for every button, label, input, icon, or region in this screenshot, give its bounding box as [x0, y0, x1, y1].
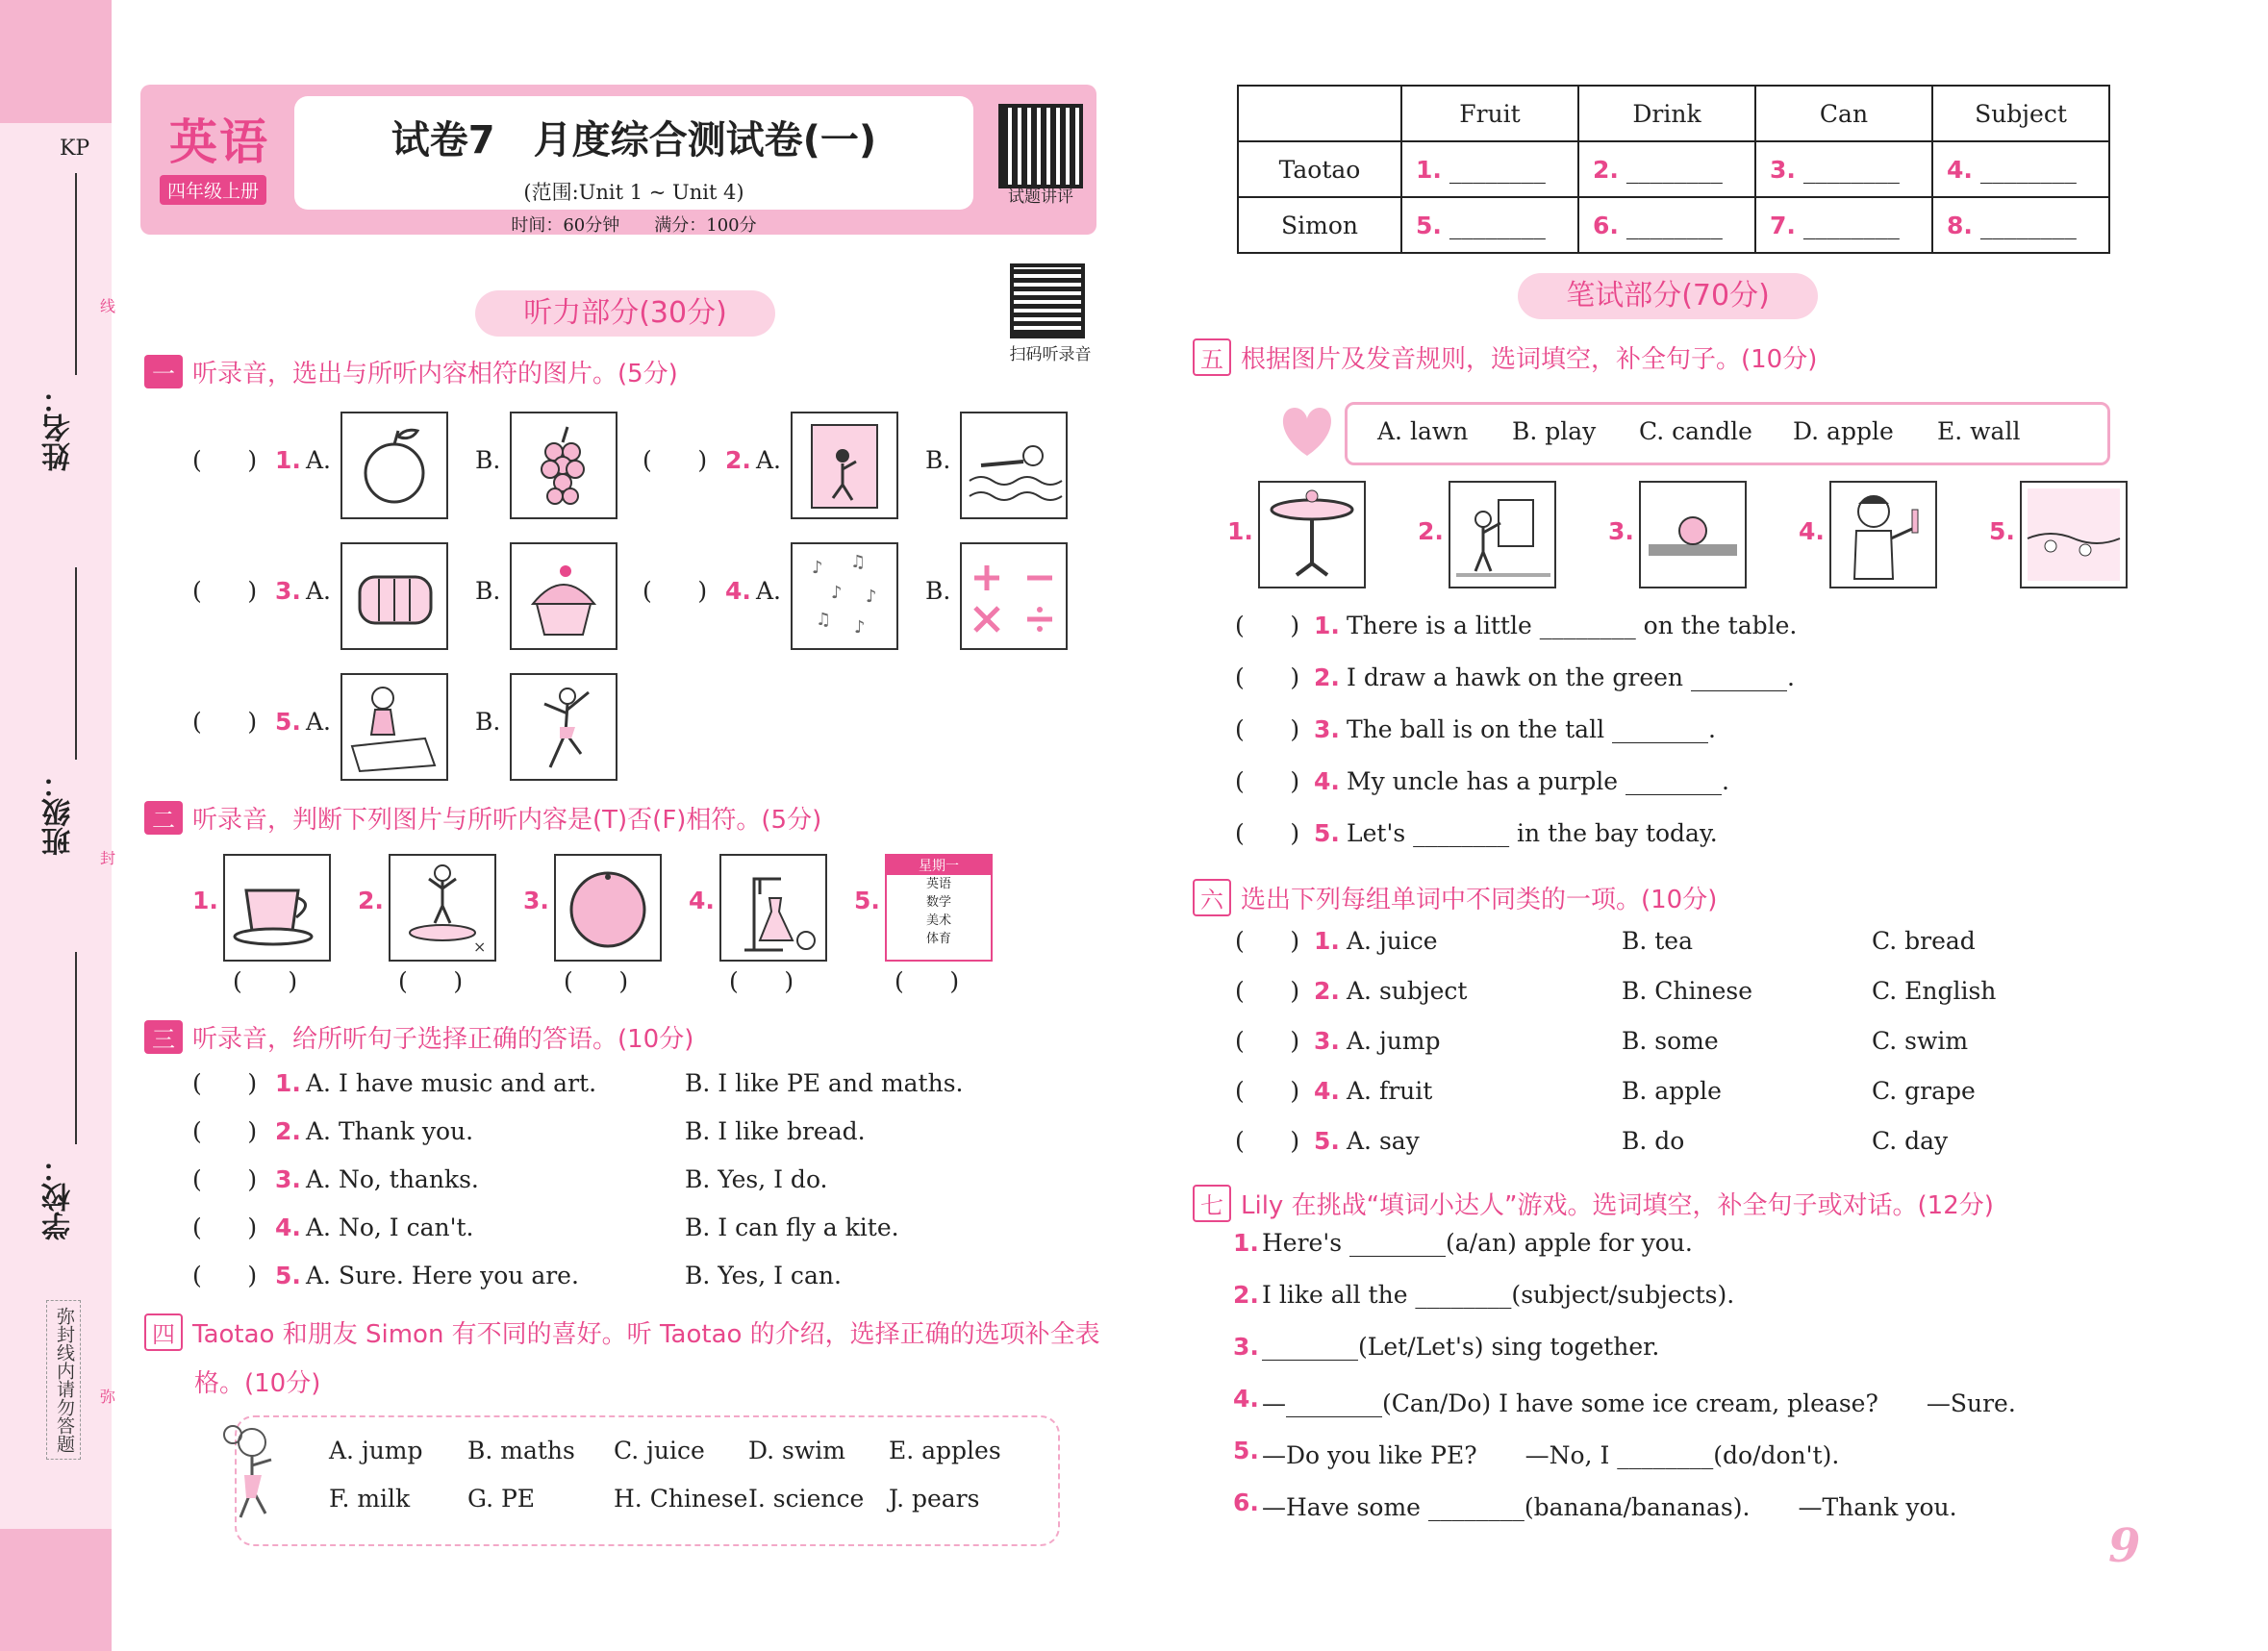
- strip-top-block: [0, 0, 112, 123]
- answer-blank[interactable]: 4. ________: [1932, 141, 2109, 197]
- question-number: 4.: [1233, 1385, 1259, 1413]
- answer-paren[interactable]: ( ): [192, 577, 258, 605]
- question-text: The ball is on the tall ________.: [1347, 715, 1716, 743]
- option-item: E. apples: [889, 1437, 1001, 1464]
- question-number: 2.: [275, 1117, 301, 1145]
- answer-blank[interactable]: 5. ________: [1401, 197, 1578, 253]
- preference-table: [1237, 85, 2110, 254]
- picture-number: 3.: [1608, 517, 1634, 545]
- kp-mark: KP: [60, 137, 90, 161]
- question-number: 3.: [275, 1165, 301, 1193]
- option-item: G. PE: [467, 1485, 536, 1513]
- option-label: A.: [756, 446, 782, 474]
- option-a: A. jump: [1347, 1027, 1441, 1055]
- paint-picture[interactable]: [1449, 481, 1556, 588]
- row-name: Simon: [1238, 197, 1401, 253]
- girl-tennis-icon: [223, 1421, 310, 1527]
- dancing-picture[interactable]: [510, 673, 617, 781]
- swimming-picture[interactable]: [960, 412, 1068, 519]
- option-b: B. apple: [1622, 1077, 1722, 1105]
- seal-mark-xian: 线: [100, 297, 116, 315]
- section-number: 四: [144, 1313, 183, 1351]
- table-header: Can: [1755, 86, 1932, 141]
- tea-picture[interactable]: [223, 854, 331, 962]
- option-b: B. tea: [1622, 927, 1694, 955]
- section-2-heading: [144, 800, 821, 836]
- question-text: My uncle has a purple ________.: [1347, 767, 1729, 795]
- word-option: B. play: [1512, 417, 1597, 445]
- option-a: A. I have music and art.: [306, 1069, 597, 1097]
- section-6-heading: [1193, 879, 1717, 916]
- timetable-row: 体育: [925, 932, 951, 946]
- table-header: Fruit: [1401, 86, 1578, 141]
- question-number: 4.: [275, 1213, 301, 1241]
- svg-text:♪: ♪: [866, 587, 877, 607]
- name-line[interactable]: [75, 173, 77, 375]
- option-c: C. English: [1872, 977, 1997, 1005]
- wall-picture[interactable]: [1639, 481, 1747, 588]
- question-text[interactable]: —Have some ________(banana/bananas). —Thank you.: [1262, 1493, 1957, 1521]
- section-5-heading: [1193, 338, 1817, 376]
- timetable-row: 英语: [925, 877, 951, 891]
- answer-paren[interactable]: ( ): [1235, 663, 1300, 691]
- answer-blank[interactable]: 3. ________: [1755, 141, 1932, 197]
- svg-text:♫: ♫: [816, 610, 832, 630]
- question-number: 1.: [192, 887, 218, 914]
- answer-paren[interactable]: ( ): [643, 577, 708, 605]
- answer-paren[interactable]: ( ): [1235, 1027, 1300, 1055]
- option-label: B.: [475, 577, 501, 605]
- question-text: There is a little ________ on the table.: [1347, 612, 1798, 639]
- option-b: B. Chinese: [1622, 977, 1753, 1005]
- section-title: 听录音，选出与所听内容相符的图片。(5分): [192, 360, 678, 388]
- answer-paren[interactable]: ( ): [564, 967, 629, 995]
- question-number: 5.: [275, 708, 301, 736]
- question-number: 5.: [275, 1262, 301, 1289]
- answer-paren[interactable]: ( ): [1235, 612, 1300, 639]
- listening-part-title: 听力部分(30分): [475, 290, 775, 337]
- jump-picture[interactable]: [389, 854, 496, 962]
- section-title: 听录音，判断下列图片与所听内容是(T)否(F)相符。(5分): [192, 806, 822, 835]
- option-item: B. maths: [467, 1437, 575, 1464]
- class-label: 班级：: [42, 769, 76, 856]
- svg-text:♪: ♪: [854, 617, 866, 638]
- option-label: A.: [306, 708, 332, 736]
- answer-paren[interactable]: ( ): [192, 1117, 258, 1145]
- question-text[interactable]: —Do you like PE? —No, I ________(do/don't).: [1262, 1441, 1840, 1469]
- svg-text:♪: ♪: [812, 558, 823, 578]
- question-number: 2.: [358, 887, 384, 914]
- question-text[interactable]: ________(Let/Let's) sing together.: [1262, 1333, 1660, 1361]
- qr-code-icon[interactable]: [998, 104, 1083, 188]
- science-picture[interactable]: [719, 854, 827, 962]
- binding-strip: [0, 0, 116, 1651]
- question-number: 4.: [1314, 1077, 1340, 1105]
- section-title: 根据图片及发音规则，选词填空，补全句子。(10分): [1241, 345, 1818, 374]
- option-b: B. Yes, I do.: [685, 1165, 828, 1193]
- qr-label: 试题讲评: [1008, 188, 1073, 207]
- option-box: [235, 1415, 1060, 1546]
- picture-number: 5.: [1989, 517, 2015, 545]
- option-c: C. swim: [1872, 1027, 1969, 1055]
- question-number: 5.: [1314, 819, 1340, 847]
- school-line[interactable]: [75, 952, 77, 1144]
- answer-paren[interactable]: ( ): [1235, 977, 1300, 1005]
- option-label: A.: [306, 577, 332, 605]
- grade-badge: 四年级上册: [160, 175, 266, 205]
- question-text: Let's ________ in the bay today.: [1347, 819, 1718, 847]
- option-b: B. do: [1622, 1127, 1685, 1155]
- option-item: F. milk: [329, 1485, 411, 1513]
- picture-number: 1.: [1227, 517, 1253, 545]
- section-title-line1: Taotao 和朋友 Simon 有不同的喜好。听 Taotao 的介绍，选择正确的选项补全表: [192, 1320, 1100, 1349]
- page-number: 9: [2108, 1519, 2141, 1573]
- answer-paren[interactable]: ( ): [233, 967, 298, 995]
- word-option: D. apple: [1793, 417, 1894, 445]
- option-b: B. I like bread.: [685, 1117, 866, 1145]
- table-row: [1238, 141, 2109, 197]
- music-picture[interactable]: [791, 542, 898, 650]
- timetable-head: 星期一: [887, 856, 991, 875]
- answer-paren[interactable]: ( ): [1235, 927, 1300, 955]
- question-number: 4.: [689, 887, 715, 914]
- question-number: 1.: [1233, 1229, 1259, 1257]
- strip-bottom-block: [0, 1529, 112, 1651]
- option-item: D. swim: [748, 1437, 845, 1464]
- answer-blank[interactable]: 6. ________: [1578, 197, 1755, 253]
- question-number: 4.: [725, 577, 751, 605]
- option-a: A. say: [1347, 1127, 1420, 1155]
- section-1-heading: [144, 354, 678, 389]
- option-a: A. juice: [1347, 927, 1438, 955]
- question-number: 4.: [1314, 767, 1340, 795]
- section-4-heading: [144, 1313, 1100, 1351]
- maths-picture[interactable]: [960, 542, 1068, 650]
- option-item: H. Chinese: [614, 1485, 748, 1513]
- question-number: 1.: [275, 446, 301, 474]
- option-b: B. I can fly a kite.: [685, 1213, 899, 1241]
- question-number: 1.: [1314, 927, 1340, 955]
- question-text[interactable]: Here's ________(a/an) apple for you.: [1262, 1229, 1693, 1257]
- answer-paren[interactable]: ( ): [192, 708, 258, 736]
- subject-logo: 英语: [169, 114, 269, 170]
- section-number: 一: [144, 355, 183, 388]
- question-number: 2.: [1314, 977, 1340, 1005]
- option-a: A. subject: [1347, 977, 1468, 1005]
- question-number: 3.: [1233, 1333, 1259, 1361]
- seal-mark-feng: 封: [100, 849, 116, 867]
- exam-scope: (范围:Unit 1 ~ Unit 4): [523, 181, 744, 204]
- answer-paren[interactable]: ( ): [1235, 819, 1300, 847]
- picture-number: 2.: [1418, 517, 1444, 545]
- school-label: 学校：: [42, 1154, 76, 1240]
- question-number: 2.: [1233, 1281, 1259, 1309]
- seal-note: 弥封线内请勿答题: [46, 1300, 81, 1460]
- timetable-picture[interactable]: [885, 854, 993, 962]
- option-c: C. grape: [1872, 1077, 1976, 1105]
- section-number: 六: [1193, 879, 1231, 916]
- question-number: 3.: [523, 887, 549, 914]
- svg-text:♪: ♪: [831, 583, 843, 603]
- answer-paren[interactable]: ( ): [192, 1213, 258, 1241]
- answer-blank[interactable]: 8. ________: [1932, 197, 2109, 253]
- option-b: B. I like PE and maths.: [685, 1069, 964, 1097]
- seal-mark-mi: 弥: [100, 1388, 116, 1406]
- answer-paren[interactable]: ( ): [398, 967, 464, 995]
- section-number: 七: [1193, 1185, 1231, 1222]
- option-label: B.: [475, 708, 501, 736]
- answer-paren[interactable]: ( ): [192, 1165, 258, 1193]
- section-title: Lily 在挑战“填词小达人”游戏。选词填空，补全句子或对话。(12分): [1241, 1191, 1994, 1220]
- answer-paren[interactable]: ( ): [192, 446, 258, 474]
- question-text[interactable]: I like all the ________(subject/subjects).: [1262, 1281, 1735, 1309]
- option-label: B.: [925, 577, 951, 605]
- answer-paren[interactable]: ( ): [729, 967, 794, 995]
- qr-code-audio-icon[interactable]: [1010, 263, 1085, 338]
- boy-picture[interactable]: [1829, 481, 1937, 588]
- picture-number: 4.: [1799, 517, 1825, 545]
- drawing-picture[interactable]: [340, 673, 448, 781]
- timetable-row: 数学: [925, 895, 951, 910]
- bread-picture[interactable]: [340, 542, 448, 650]
- table-header: [1238, 86, 1401, 141]
- answer-paren[interactable]: ( ): [643, 446, 708, 474]
- name-label: 姓名：: [42, 385, 76, 471]
- question-number: 5.: [1233, 1437, 1259, 1464]
- answer-paren[interactable]: ( ): [1235, 1077, 1300, 1105]
- option-c: C. day: [1872, 1127, 1949, 1155]
- option-label: B.: [475, 446, 501, 474]
- apple-picture[interactable]: [340, 412, 448, 519]
- question-text[interactable]: —________(Can/Do) I have some ice cream, please? —Sure.: [1262, 1389, 2016, 1417]
- table-picture[interactable]: [1258, 481, 1366, 588]
- option-b: B. some: [1622, 1027, 1719, 1055]
- question-number: 2.: [725, 446, 751, 474]
- section-title: 选出下列每组单词中不同类的一项。(10分): [1241, 886, 1718, 914]
- question-number: 3.: [1314, 715, 1340, 743]
- section-number: 五: [1193, 338, 1231, 376]
- answer-blank[interactable]: 7. ________: [1755, 197, 1932, 253]
- answer-paren[interactable]: ( ): [1235, 1127, 1300, 1155]
- section-title: 听录音，给所听句子选择正确的答语。(10分): [192, 1025, 694, 1054]
- option-a: A. No, I can't.: [306, 1213, 474, 1241]
- option-item: J. pears: [889, 1485, 980, 1513]
- answer-paren[interactable]: ( ): [1235, 767, 1300, 795]
- option-label: A.: [756, 577, 782, 605]
- question-number: 5.: [854, 887, 880, 914]
- word-option: C. candle: [1639, 417, 1752, 445]
- timetable-row: 美术: [925, 913, 951, 928]
- section-7-heading: [1193, 1185, 1994, 1222]
- section-number: 三: [144, 1020, 183, 1054]
- section-number: 二: [144, 801, 183, 835]
- section-3-heading: [144, 1019, 693, 1055]
- option-b: B. Yes, I can.: [685, 1262, 842, 1289]
- word-option: E. wall: [1937, 417, 2021, 445]
- answer-blank[interactable]: 1. ________: [1401, 141, 1578, 197]
- question-number: 3.: [275, 577, 301, 605]
- svg-text:♫: ♫: [850, 552, 867, 572]
- beach-picture[interactable]: [2020, 481, 2128, 588]
- qr-audio-label: 扫码听录音: [1009, 345, 1092, 364]
- question-text: I draw a hawk on the green ________.: [1347, 663, 1795, 691]
- question-number: 5.: [1314, 1127, 1340, 1155]
- option-a: A. Thank you.: [306, 1117, 474, 1145]
- option-a: A. fruit: [1347, 1077, 1433, 1105]
- question-number: 1.: [1314, 612, 1340, 639]
- table-header-row: [1238, 86, 2109, 141]
- writing-part-title: 笔试部分(70分): [1518, 273, 1818, 319]
- svg-text:×: ×: [473, 938, 487, 956]
- answer-blank[interactable]: 2. ________: [1578, 141, 1755, 197]
- word-option: A. lawn: [1377, 417, 1469, 445]
- page-title: 试卷7 月度综合测试卷(一): [391, 118, 877, 163]
- answer-paren[interactable]: ( ): [895, 967, 960, 995]
- table-header: Subject: [1932, 86, 2109, 141]
- option-label: A.: [306, 446, 332, 474]
- option-a: A. Sure. Here you are.: [306, 1262, 579, 1289]
- question-number: 3.: [1314, 1027, 1340, 1055]
- question-number: 6.: [1233, 1488, 1259, 1516]
- cake-picture[interactable]: [510, 542, 617, 650]
- option-item: A. jump: [329, 1437, 423, 1464]
- option-item: C. juice: [614, 1437, 705, 1464]
- section-4-heading-line2: 格。(10分): [194, 1369, 321, 1398]
- answer-paren[interactable]: ( ): [192, 1069, 258, 1097]
- table-header: Drink: [1578, 86, 1755, 141]
- row-name: Taotao: [1238, 141, 1401, 197]
- orange-picture[interactable]: [554, 854, 662, 962]
- class-line[interactable]: [75, 567, 77, 760]
- answer-paren[interactable]: ( ): [192, 1262, 258, 1289]
- question-number: 2.: [1314, 663, 1340, 691]
- heart-icon: [1275, 402, 1339, 460]
- table-row: [1238, 197, 2109, 253]
- option-item: I. science: [748, 1485, 865, 1513]
- climbing-picture[interactable]: [791, 412, 898, 519]
- grapes-picture[interactable]: [510, 412, 617, 519]
- option-c: C. bread: [1872, 927, 1976, 955]
- option-label: B.: [925, 446, 951, 474]
- question-number: 1.: [275, 1069, 301, 1097]
- time-info: 时间：60分钟 满分：100分: [511, 215, 757, 236]
- option-a: A. No, thanks.: [306, 1165, 479, 1193]
- answer-paren[interactable]: ( ): [1235, 715, 1300, 743]
